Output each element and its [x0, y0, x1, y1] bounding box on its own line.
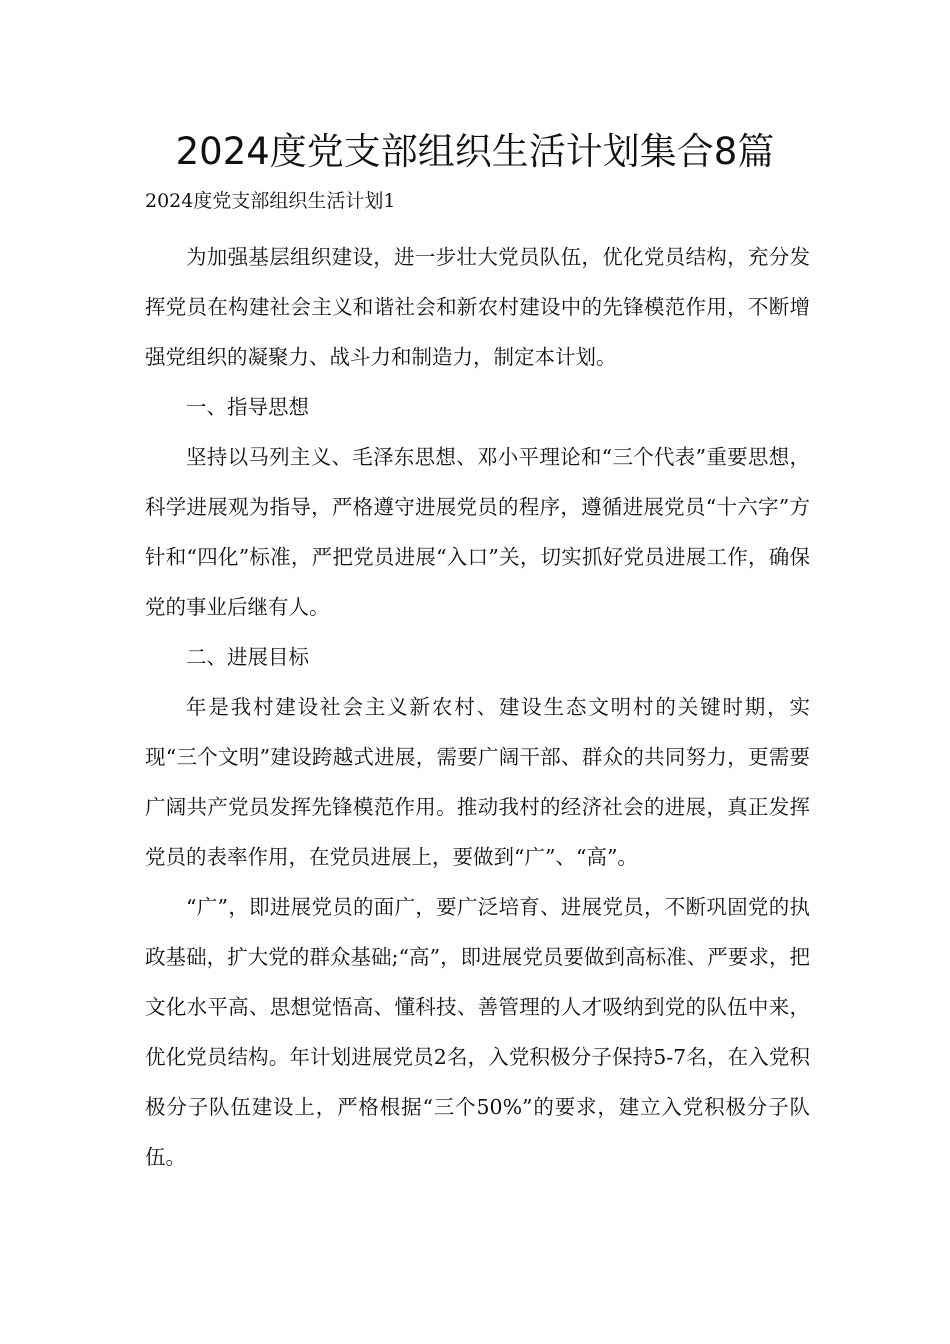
document-body	[145, 232, 810, 1182]
section-heading-goals: 二、进展目标	[186, 645, 309, 669]
paragraph-goals-detail: “广”，即进展党员的面广，要广泛培育、进展党员，不断巩固党的执政基础，扩大党的群众基础;“高”，即进展党员要做到高标准、严要求，把文化水平高、思想觉悟高、懂科技、善管理的人才吸纳到党的队伍中来，优化党员结构。年计划进展党员2名，入党积极分子保持5-7名，在入党积极分子队伍建设上，严格根据“三个50%”的要求，建立入党积极分子队伍。	[145, 895, 810, 1169]
section-heading-guiding-ideology: 一、指导思想	[186, 395, 309, 419]
paragraph-guiding-ideology: 坚持以马列主义、毛泽东思想、邓小平理论和“三个代表”重要思想，科学进展观为指导，严格遵守进展党员的程序，遵循进展党员“十六字”方针和“四化”标准，严把党员进展“入口”关，切实抓好党员进展工作，确保党的事业后继有人。	[145, 445, 810, 619]
paragraph-intro: 为加强基层组织建设，进一步壮大党员队伍，优化党员结构，充分发挥党员在构建社会主义和谐社会和新农村建设中的先锋模范作用，不断增强党组织的凝聚力、战斗力和制造力，制定本计划。	[145, 245, 810, 369]
paragraph-goals: 年是我村建设社会主义新农村、建设生态文明村的关键时期，实现“三个文明”建设跨越式进展，需要广阔干部、群众的共同努力，更需要广阔共产党员发挥先锋模范作用。推动我村的经济社会的进展，真正发挥党员的表率作用，在党员进展上，要做到“广”、“高”。	[145, 695, 810, 869]
document-title: 2024度党支部组织生活计划集合8篇	[175, 130, 775, 173]
document-subtitle: 2024度党支部组织生活计划1	[145, 190, 396, 212]
